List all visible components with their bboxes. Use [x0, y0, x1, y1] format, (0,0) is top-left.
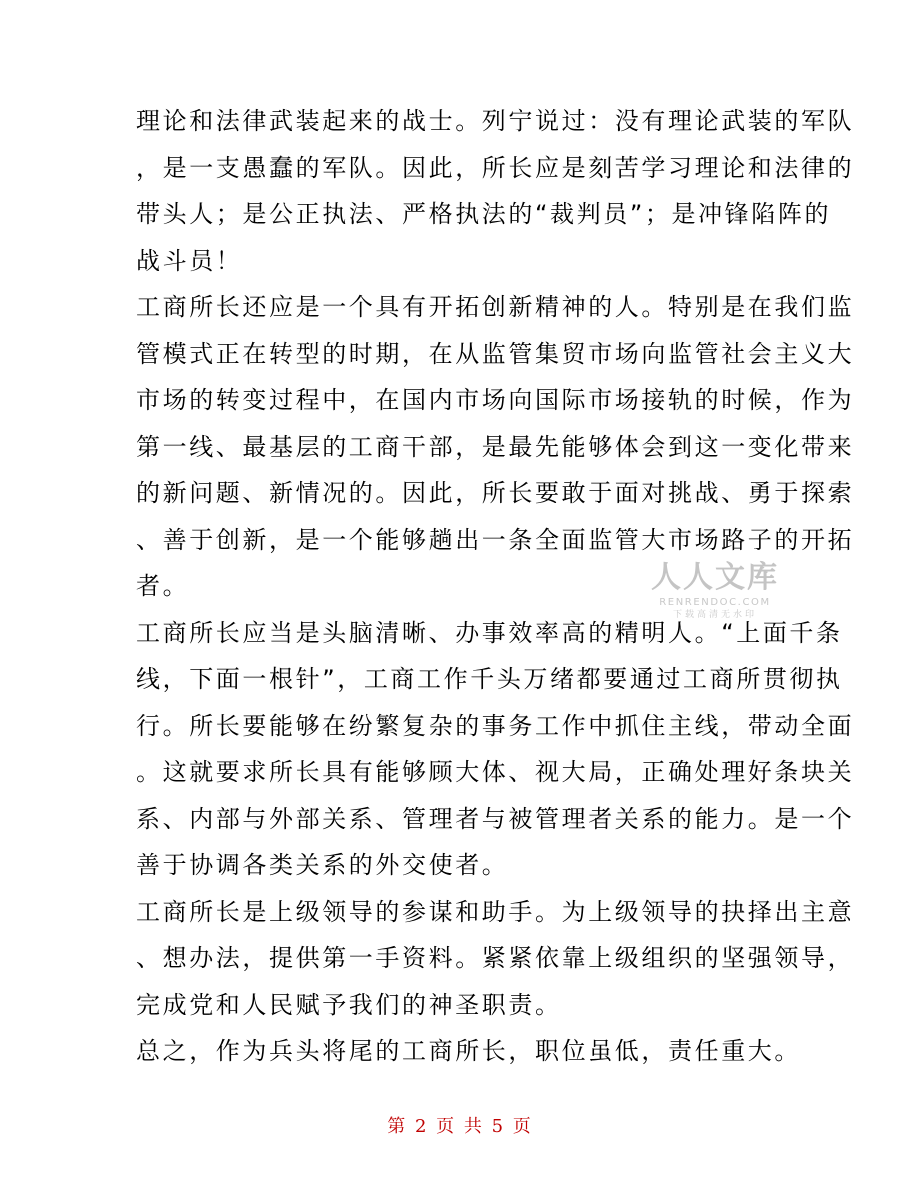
text-line: 工商所长是上级领导的参谋和助手。为上级领导的抉择出主意: [136, 897, 855, 926]
text-line: 战斗员！: [136, 246, 243, 275]
text-line: 工商所长还应是一个具有开拓创新精神的人。特别是在我们监: [136, 293, 855, 321]
page-number-footer: 第 2 页 共 5 页: [387, 1116, 533, 1137]
watermark-subtitle: 下载高清无水印: [672, 610, 757, 620]
text-line: 系、内部与外部关系、管理者与被管理者关系的能力。是一个: [136, 804, 855, 833]
watermark-title: 人人文库: [651, 560, 779, 595]
text-line: 、善于创新，是一个能够趟出一条全面监管大市场路子的开拓: [136, 525, 855, 554]
text-line: 管模式正在转型的时期，在从监管集贸市场向监管社会主义大: [136, 339, 855, 368]
text-line: 总之，作为兵头将尾的工商所长，职位虽低，责任重大。: [136, 1037, 801, 1065]
text-line: 线，下面一根针”，工商工作千头万绪都要通过工商所贯彻执: [136, 665, 843, 693]
text-line: 善于协调各类关系的外交使者。: [136, 851, 509, 879]
text-line: 者。: [136, 572, 190, 600]
text-line: 行。所长要能够在纷繁复杂的事务工作中抓住主线，带动全面: [136, 711, 855, 740]
text-line: 的新问题、新情况的。因此，所长要敢于面对挑战、勇于探索: [136, 479, 855, 507]
text-line: ，是一支愚蠢的军队。因此，所长应是刻苦学习理论和法律的: [136, 153, 855, 182]
watermark-logo: [640, 560, 790, 621]
text-line: 、想办法，提供第一手资料。紧紧依靠上级组织的坚强领导，: [136, 944, 855, 972]
text-line: 带头人；是公正执法、严格执法的“裁判员”；是冲锋陷阵的: [136, 200, 832, 228]
text-line: 工商所长应当是头脑清晰、办事效率高的精明人。“上面千条: [136, 618, 843, 647]
text-line: 市场的转变过程中，在国内市场向国际市场接轨的时候，作为: [136, 386, 855, 414]
watermark-url: RENRENDOC.COM: [659, 597, 771, 608]
text-line: 。这就要求所长具有能够顾大体、视大局，正确处理好条块关: [136, 758, 855, 786]
text-line: 第一线、最基层的工商干部，是最先能够体会到这一变化带来: [136, 432, 855, 461]
text-line: 理论和法律武装起来的战士。列宁说过：没有理论武装的军队: [136, 107, 855, 135]
text-line: 完成党和人民赋予我们的神圣职责。: [136, 990, 562, 1019]
